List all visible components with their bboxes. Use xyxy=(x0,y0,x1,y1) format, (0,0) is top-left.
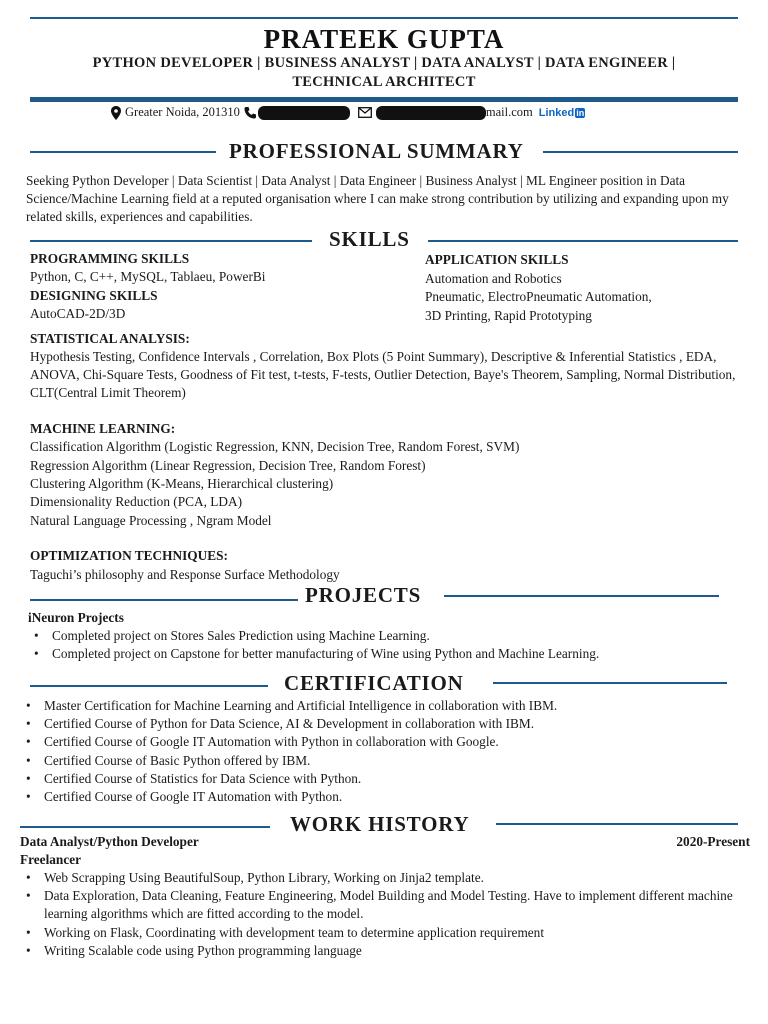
summary-right-rule xyxy=(543,151,738,153)
work-role: Data Analyst/Python Developer xyxy=(20,834,199,849)
header-top-rule xyxy=(30,17,738,19)
skills-title: SKILLS xyxy=(329,227,410,251)
ml-skill-5: Natural Language Processing , Ngram Model xyxy=(30,513,272,528)
list-item: • Writing Scalable code using Python programming language xyxy=(20,942,740,960)
application-heading: APPLICATION SKILLS xyxy=(425,252,569,267)
ml-skill-3: Clustering Algorithm (K-Means, Hierarchical clustering) xyxy=(30,476,334,491)
list-item: • Certified Course of Basic Python offered by IBM. xyxy=(20,752,740,770)
list-item: • Certified Course of Python for Data Science, AI & Development in collaboration with IBM. xyxy=(20,715,740,733)
projects-list xyxy=(28,627,740,663)
header-thick-rule xyxy=(30,97,738,102)
work-dates: 2020-Present xyxy=(676,834,750,849)
application-skill-3: 3D Printing, Rapid Prototyping xyxy=(425,308,592,323)
statistical-heading: STATISTICAL ANALYSIS: xyxy=(30,331,190,346)
work-title: WORK HISTORY xyxy=(290,812,470,836)
list-item: • Certified Course of Google IT Automation with Python in collaboration with Google. xyxy=(20,733,740,751)
certification-left-rule xyxy=(30,685,268,687)
redacted-phone xyxy=(258,106,350,120)
designing-heading: DESIGNING SKILLS xyxy=(30,288,158,303)
list-item: • Master Certification for Machine Learning and Artificial Intelligence in collaboration with IBM. xyxy=(20,697,740,715)
linkedin-badge: in xyxy=(576,107,585,118)
list-item: • Completed project on Stores Sales Prediction using Machine Learning. xyxy=(28,627,740,645)
designing-skills: AutoCAD-2D/3D xyxy=(30,306,126,321)
application-skill-2: Pneumatic, ElectroPneumatic Automation, xyxy=(425,289,652,304)
programming-skills: Python, C, C++, MySQL, Tablaeu, PowerBi xyxy=(30,269,266,284)
linkedin-text: Linked xyxy=(538,106,575,119)
list-item: • Data Exploration, Data Cleaning, Feature Engineering, Model Building and Model Testing. Have to implement different machine learning algorithms which are fitted according to the model. xyxy=(20,887,740,923)
ml-heading: MACHINE LEARNING: xyxy=(30,421,176,436)
location-text: Greater Noida, 201310 xyxy=(125,105,240,119)
email-suffix: mail.com xyxy=(485,105,533,119)
projects-left-rule xyxy=(30,599,298,601)
list-item: • Completed project on Capstone for better manufacturing of Wine using Python and Machine Learning. xyxy=(28,645,740,663)
optimization-skills: Taguchi’s philosophy and Response Surface Methodology xyxy=(30,567,340,582)
projects-right-rule xyxy=(444,595,719,597)
list-item: • Certified Course of Google IT Automation with Python. xyxy=(20,788,740,806)
location-pin-icon xyxy=(110,106,122,120)
ml-skill-4: Dimensionality Reduction (PCA, LDA) xyxy=(30,494,242,509)
optimization-heading: OPTIMIZATION TECHNIQUES: xyxy=(30,548,228,563)
skills-left-rule xyxy=(30,240,312,242)
phone-icon xyxy=(244,106,256,119)
ml-skill-2: Regression Algorithm (Linear Regression, Decision Tree, Random Forest) xyxy=(30,458,426,473)
envelope-icon xyxy=(358,107,372,118)
summary-title: PROFESSIONAL SUMMARY xyxy=(229,139,524,163)
work-list xyxy=(20,869,740,960)
candidate-roles: PYTHON DEVELOPER | BUSINESS ANALYST | DATA ANALYST | DATA ENGINEER | TECHNICAL ARCHITECT xyxy=(92,55,676,90)
linkedin-icon[interactable] xyxy=(539,107,585,119)
ml-skill-1: Classification Algorithm (Logistic Regression, KNN, Decision Tree, Random Forest, SVM) xyxy=(30,439,520,454)
redacted-email xyxy=(376,106,486,120)
work-company: Freelancer xyxy=(20,852,82,867)
projects-title: PROJECTS xyxy=(305,583,422,607)
statistical-skills: Hypothesis Testing, Confidence Intervals , Correlation, Box Plots (5 Point Summary), Descriptive & Inferential Statistics , EDA, ANOVA, Chi-Square Tests, Goodness of Fit test, t-tests, F-tests, Outlier Detection, Baye's Theorem, Sampling, Normal Distribution, CLT(Central Limit Theorem) xyxy=(30,349,736,401)
skills-right-rule xyxy=(428,240,738,242)
summary-left-rule xyxy=(30,151,216,153)
certification-right-rule xyxy=(493,682,727,684)
summary-text: Seeking Python Developer | Data Scientist | Data Analyst | Data Engineer | Business Analyst | ML Engineer position in Data Science/Machine Learning field at a reputed organisation where I can make strong contribution by utilizing and expanding upon my related skills, experiences and capabilities. xyxy=(26,173,729,225)
programming-heading: PROGRAMMING SKILLS xyxy=(30,251,190,266)
list-item: • Certified Course of Statistics for Data Science with Python. xyxy=(20,770,740,788)
projects-group: iNeuron Projects xyxy=(28,610,124,625)
list-item: • Working on Flask, Coordinating with development team to determine application requirement xyxy=(20,924,740,942)
contact-line xyxy=(110,105,585,120)
certification-title: CERTIFICATION xyxy=(284,671,464,695)
candidate-name: PRATEEK GUPTA xyxy=(263,24,505,54)
certification-list xyxy=(20,697,740,806)
work-right-rule xyxy=(496,823,738,825)
work-left-rule xyxy=(20,826,270,828)
application-skill-1: Automation and Robotics xyxy=(425,271,562,286)
list-item: • Web Scrapping Using BeautifulSoup, Python Library, Working on Jinja2 template. xyxy=(20,869,740,887)
